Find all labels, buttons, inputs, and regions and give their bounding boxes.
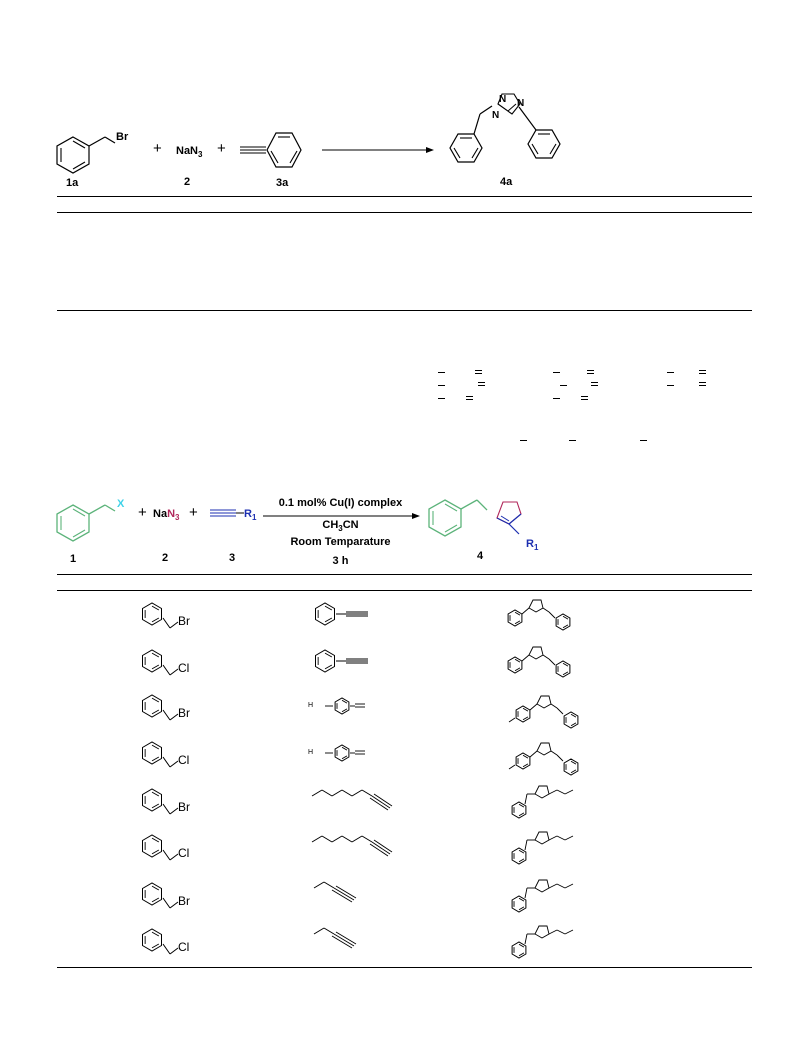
condition-temperature: Room Temparature <box>290 536 391 548</box>
rule <box>57 574 752 575</box>
alkyne-ethynyltoluene <box>325 692 375 722</box>
alkyne-ethynyltoluene <box>325 739 375 769</box>
triazole-n3: N <box>517 98 525 109</box>
plus-sign: + <box>153 140 162 157</box>
plus-sign: + <box>217 140 226 157</box>
alkyne-1-pentyne <box>312 880 372 910</box>
phenylacetylene-structure <box>238 130 318 170</box>
product-r1: $R_1$ <box>526 538 539 553</box>
label-3a: 3a <box>276 177 289 189</box>
triazole-product <box>505 874 595 919</box>
plus-sign: + <box>189 504 198 521</box>
triazole-product <box>505 641 595 686</box>
triazole-n2: N <box>499 94 507 105</box>
condition-catalyst: 0.1 mol% Cu(I) complex <box>278 497 403 509</box>
triazole-product <box>505 920 595 965</box>
label-2: 2 <box>162 552 169 564</box>
triazole-n1: N <box>492 110 500 121</box>
leaving-group-br: Br <box>116 131 129 143</box>
methyl-label: H <box>308 702 314 709</box>
benzyl-halide-structure <box>45 493 125 543</box>
alkyne-1-octyne <box>310 830 400 860</box>
label-1a: 1a <box>66 177 79 189</box>
alkyne-phenylacetylene <box>308 596 388 636</box>
rule <box>57 196 752 197</box>
product-4a-structure <box>440 90 580 170</box>
triazole-product <box>505 686 595 731</box>
triazole-product <box>505 733 595 778</box>
label-2: 2 <box>184 176 191 188</box>
condition-solvent: $CH_3CN$ <box>322 519 359 534</box>
methyl-label: H <box>308 749 314 756</box>
leaving-group-x: X <box>117 498 125 510</box>
alkyne-1-octyne <box>310 784 400 814</box>
reaction-arrow <box>322 145 437 155</box>
rule <box>57 310 752 311</box>
halide-label: Br <box>178 894 190 908</box>
halide-label: Cl <box>178 940 190 954</box>
halide-label: Cl <box>178 661 190 675</box>
label-4a: 4a <box>500 176 513 188</box>
halide-label: Cl <box>178 753 190 767</box>
halide-label: Br <box>178 800 190 814</box>
plus-sign: + <box>138 504 147 521</box>
alkyne-structure <box>208 506 248 520</box>
condition-time: 3 h <box>332 555 349 567</box>
product-4-structure <box>425 488 535 548</box>
sodium-azide: NaN$_3$ <box>176 145 203 160</box>
alkyne-phenylacetylene <box>308 643 388 683</box>
sodium-azide: NaN$_3$ <box>153 508 180 523</box>
alkyne-r1: $R_1$ <box>244 508 257 523</box>
rule <box>57 590 752 591</box>
rule <box>57 967 752 968</box>
label-3: 3 <box>229 552 236 564</box>
alkyne-1-pentyne <box>312 926 372 956</box>
triazole-product <box>505 780 595 825</box>
label-1: 1 <box>70 553 77 565</box>
halide-label: Br <box>178 614 190 628</box>
triazole-product <box>505 594 595 639</box>
halide-label: Cl <box>178 846 190 860</box>
rule <box>57 212 752 213</box>
label-4: 4 <box>477 550 484 562</box>
halide-label: Br <box>178 706 190 720</box>
triazole-product <box>505 826 595 871</box>
